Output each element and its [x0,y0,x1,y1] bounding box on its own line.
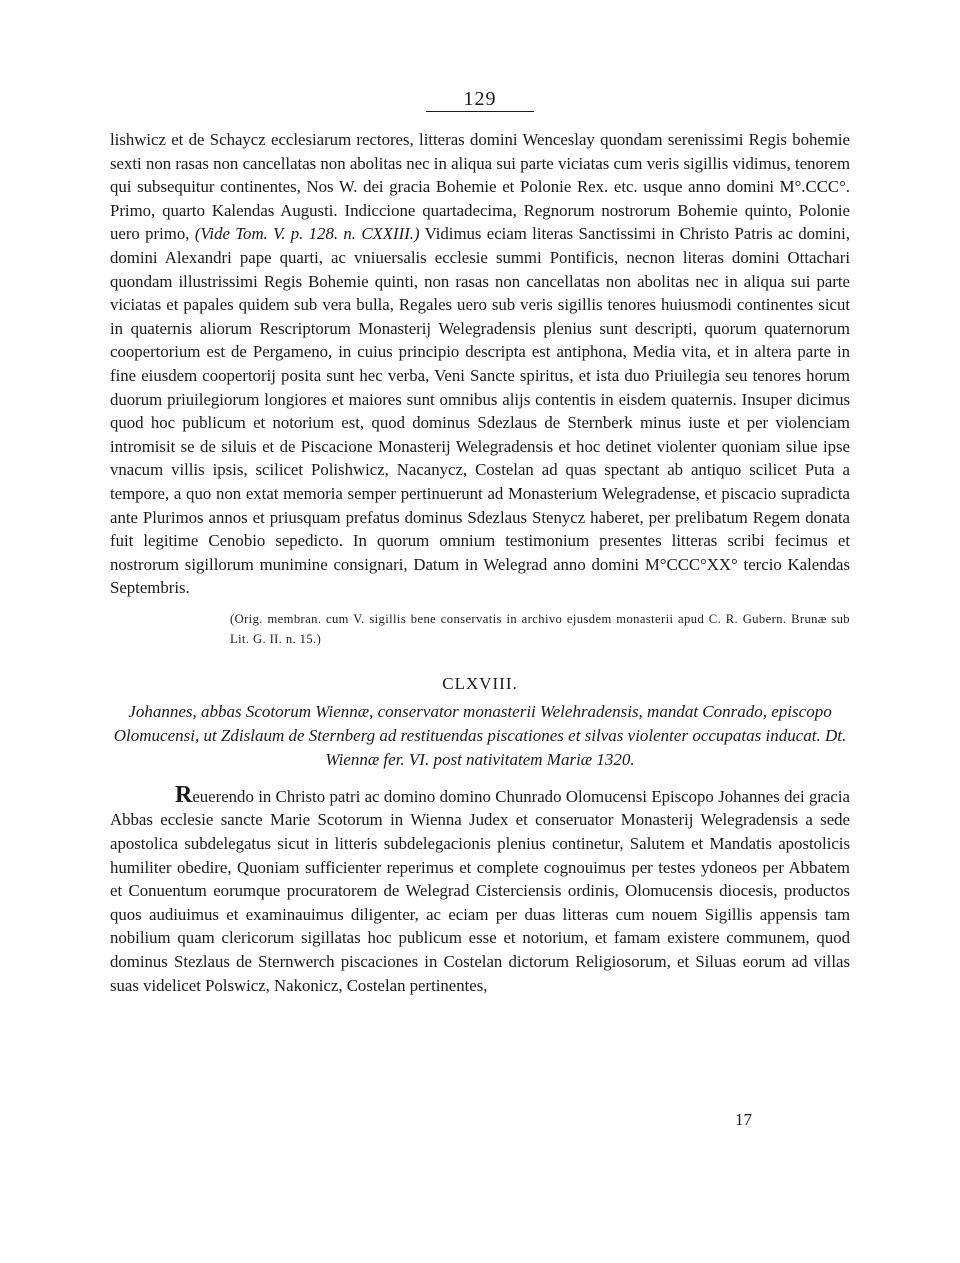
document-summary: Johannes, abbas Scotorum Wiennæ, conservator monasterii Welehradensis, mandat Conrado, episcopo Olomucensi, ut Zdislaum de Sternberg ad restituendas piscationes et silvas violenter occupatas inducat. Dt. Wiennæ fer. VI. post nativitatem Mariæ 1320. [113,701,847,769]
signature-mark: 17 [735,1110,752,1129]
page-number: 129 [463,88,497,110]
paragraph-text: lishwicz et de Schaycz ecclesiarum rectores, litteras domini Wenceslay quondam serenissimi Regis bohemie sexti non rasas non cancellatas non abolitas nec in aliqua sui parte viciatas cum veris sigillis vidimus, tenorem qui subsequitur continentes, Nos W. dei gracia Bohemie et Polonie Rex. etc. usque anno domini M°.CCC°. Primo, quarto Kalendas Augusti. Indiccione quartadecima, Regnorum nostrorum Bohemie quinto, Polonie uero primo, [110,130,850,244]
paragraph-continuation [110,128,850,600]
document-body [110,781,850,997]
header-rule [426,111,534,112]
document-page [110,88,850,997]
paragraph-text: Vidimus eciam literas Sanctissimi in Christo Patris ac domini, domini Alexandri pape quarti, ac vniuersalis ecclesie summi Pontificis, necnon literas domini Ottachari quondam illustrissimi Regis Bohemie quinti, non rasas non cancellatas non abolitas nec in aliqua sui parte viciatas et papales quidem sub vera bulla, Regales uero sub veris sigillis tenores huiusmodi continentes sicut in quaternis aliorum Rescriptorum Monasterij Welegradensis plenius sunt descripti, quorum quaternorum coopertorium est de Pergameno, in cuius principio descripta est antiphona, Media vita, et in altera parte in fine eiusdem coopertorij posita sunt hec verba, Veni Sancte spiritus, et ista duo Priuilegia seu tenores horum duorum priuilegiorum longiores et maiores sunt omnibus alijs contentis in eisdem quaternis. Insuper dicimus quod hoc publicum et notorium est, quod dominus Sdezlaus de Sternberk minus iuste et per violenciam intromisit se de siluis et de Piscacione Monasterij Welegradensis et hoc detinet violenter quoniam silue ipse vnacum villis ipsis, scilicet Polishwicz, Nacanycz, Costelan ad quas spectant ab antiquo scilicet Puta a tempore, a quo non extat memoria semper pertinuerunt ad Monasterium Welegradense, et piscacio supradicta ante Plurimos annos et priusquam prefatus dominus Sdezlaus Stenycz haberet, per prelibatum Regem donata fuit legitime Cenobio sepedicto. In quorum omnium testimonium presentes litteras scribi fecimus et nostrorum sigillorum munimine consignari, Datum in Welegrad anno domini M°CCC°XX° tercio Kalendas Septembris. [110,224,851,598]
initial-letter: R [175,781,193,808]
cross-reference: (Vide Tom. V. p. 128. n. CXXIII.) [194,224,420,244]
document-number: CLXVIII. [442,673,518,693]
source-note: (Orig. membran. cum V. sigillis bene conservatis in archivo ejusdem monasterii apud C. R. Gubern. Brunæ sub Lit. G. II. n. 15.) [230,611,850,646]
body-text: euerendo in Christo patri ac domino domino Chunrado Olomucensi Episcopo Johannes dei gracia Abbas ecclesie sancte Marie Scotorum in Wienna Judex et conseruator Monasterij Welegradensis a sede apostolica subdelegatus sicut in litteris subdelegacionis plenius continetur, Salutem et Mandatis apostolicis humiliter obedire, Quoniam sufficienter reperimus et complete cognouimus per testes ydoneos per Abbatem et Conuentum eorumque procuratorem de Welegrad Cisterciensis ordinis, Olomucensis diocesis, productos quos audiuimus et examinauimus diligenter, ac eciam per duas litteras cum nouem Sigillis appensis tam nobilium quam clericorum sigillatas hoc publicum esse et notorium, et famam existere communem, quod dominus Stezlaus de Sternwerch piscaciones in Costelan dictorum Religiosorum, et Siluas eorum ad villas suas videlicet Polswicz, Nakonicz, Costelan pertinentes, [110,786,850,995]
